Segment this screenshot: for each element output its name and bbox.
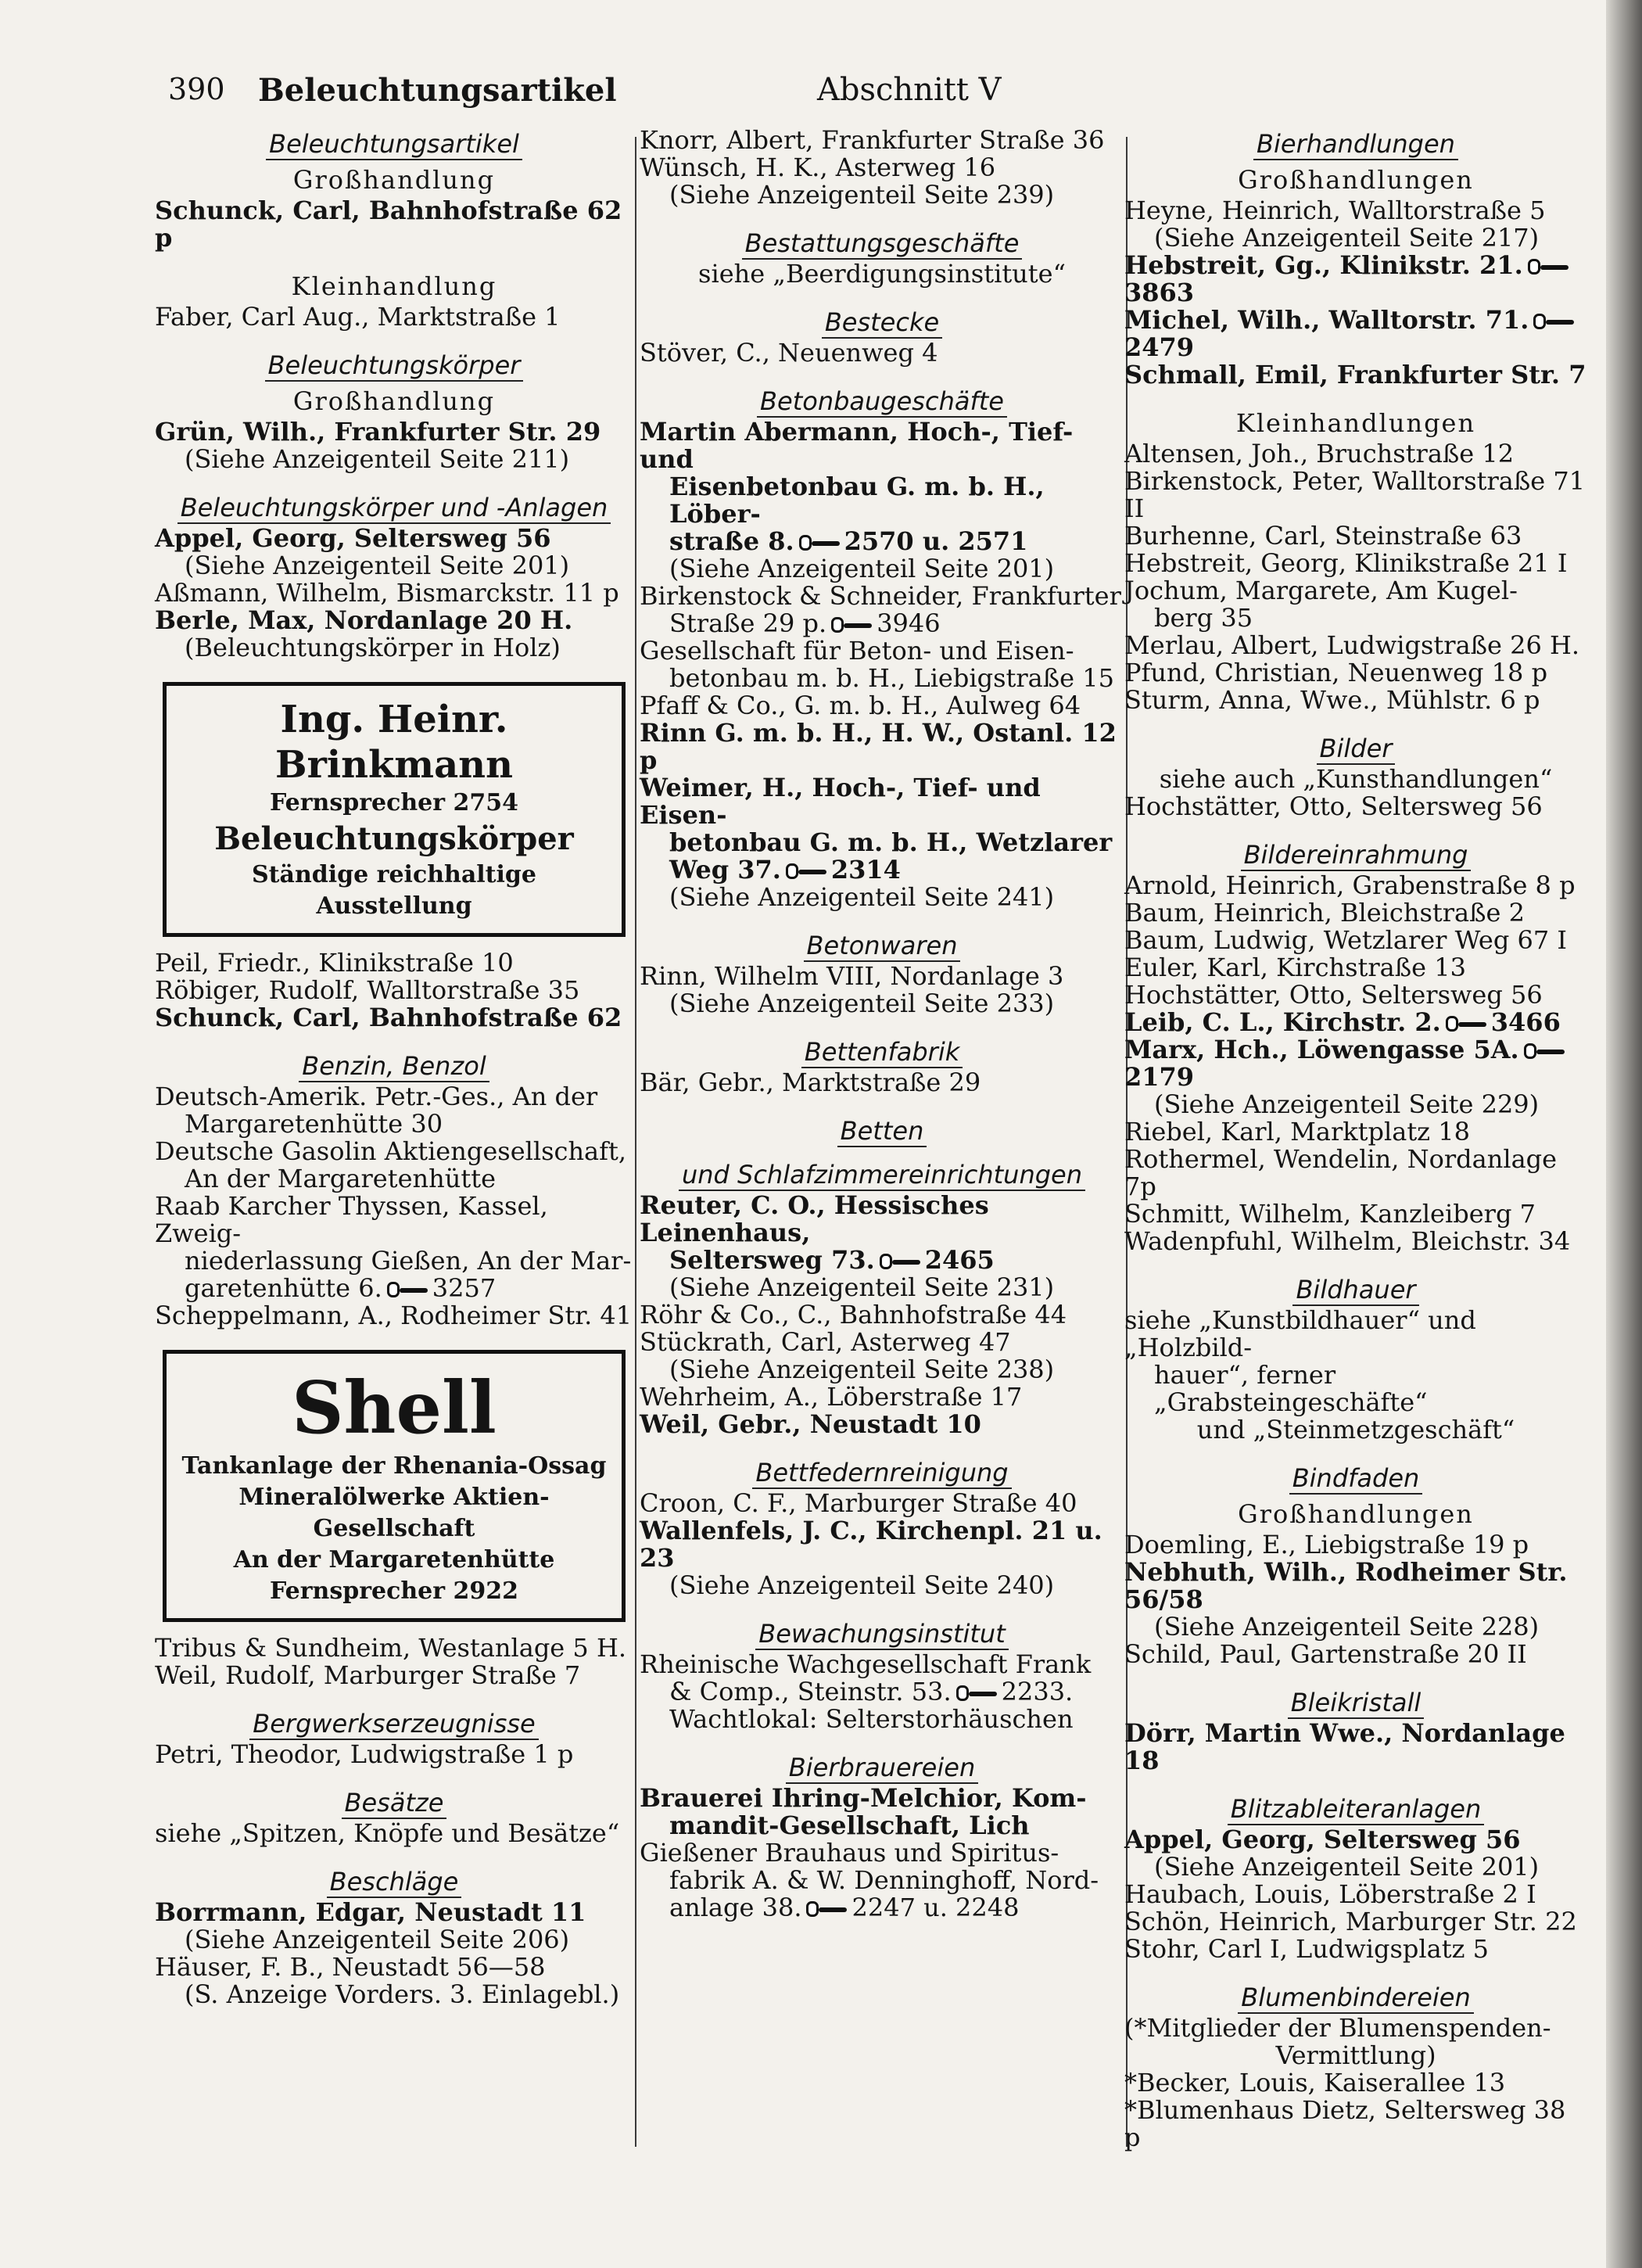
advertisement-brinkmann bbox=[163, 682, 626, 937]
section-title: Bettfedernreinigung bbox=[640, 1455, 1124, 1490]
section-bildhauer bbox=[1124, 1272, 1587, 1444]
list-item: (Siehe Anzeigenteil Seite 201) bbox=[669, 554, 1055, 583]
list-item: Weil, Rudolf, Marburger Straße 7 bbox=[155, 1660, 581, 1690]
ad-line: Ständige reichhaltige Ausstellung bbox=[252, 861, 536, 920]
list-item: Eisenbetonbau G. m. b. H., Löber- bbox=[669, 472, 1045, 529]
list-item: Croon, C. F., Marburger Straße 40 bbox=[640, 1488, 1077, 1518]
section-bestattungsgeschaefte bbox=[640, 226, 1124, 288]
list-item: Euler, Karl, Kirchstraße 13 bbox=[1124, 953, 1466, 982]
section-title: Beleuchtungskörper und -Anlagen bbox=[155, 490, 633, 525]
list-item: berg 35 bbox=[1154, 603, 1253, 633]
list-item: Stohr, Carl I, Ludwigsplatz 5 bbox=[1124, 1934, 1489, 1964]
list-item: straße 8. 2570 u. 2571 bbox=[669, 526, 1028, 556]
list-item: Rothermel, Wendelin, Nordanlage 7p bbox=[1124, 1144, 1558, 1201]
subheading: Kleinhandlung bbox=[291, 271, 497, 301]
list-item: Weg 37. 2314 bbox=[669, 855, 901, 885]
telephone-icon bbox=[831, 620, 872, 631]
ad-line: Fernsprecher 2754 bbox=[269, 789, 519, 816]
list-item: Schunck, Carl, Bahnhofstraße 62 p bbox=[155, 196, 622, 253]
list-item: Merlau, Albert, Ludwigstraße 26 H. bbox=[1124, 630, 1580, 660]
telephone-icon bbox=[806, 1904, 847, 1915]
section-bilder bbox=[1124, 731, 1587, 820]
section-title: Betonwaren bbox=[640, 928, 1124, 963]
list-item: Raab Karcher Thyssen, Kassel, Zweig- bbox=[155, 1191, 548, 1248]
ad-line: Ing. Heinr. Brinkmann bbox=[275, 698, 513, 787]
section-title: Benzin, Benzol bbox=[155, 1049, 633, 1083]
list-item: Tribus & Sundheim, Westanlage 5 H. bbox=[155, 1633, 627, 1663]
subheading: Großhandlungen bbox=[1238, 165, 1474, 195]
section-title: Bilder bbox=[1124, 731, 1587, 766]
telephone-icon bbox=[880, 1257, 920, 1268]
list-item: (Siehe Anzeigenteil Seite 217) bbox=[1154, 223, 1540, 253]
column-3 bbox=[1124, 127, 1587, 2151]
list-item: Martin Abermann, Hoch-, Tief- und bbox=[640, 417, 1074, 474]
list-item: Margaretenhütte 30 bbox=[185, 1109, 443, 1139]
list-item: Baum, Heinrich, Bleichstraße 2 bbox=[1124, 898, 1525, 928]
list-item: Wachtlokal: Selterstorhäuschen bbox=[669, 1704, 1074, 1734]
list-item: betonbau G. m. b. H., Wetzlarer bbox=[669, 827, 1113, 857]
list-item: Rinn G. m. b. H., H. W., Ostanl. 12 p bbox=[640, 718, 1117, 775]
list-item: Häuser, F. B., Neustadt 56—58 bbox=[155, 1952, 546, 1982]
section-title: Bierhandlungen bbox=[1124, 127, 1587, 161]
list-item: Schmitt, Wilhelm, Kanzleiberg 7 bbox=[1124, 1199, 1536, 1229]
telephone-icon bbox=[1524, 1046, 1565, 1057]
list-item: betonbau m. b. H., Liebigstraße 15 bbox=[669, 663, 1114, 693]
list-item: siehe auch „Kunsthandlungen“ bbox=[1159, 764, 1553, 794]
section-label: Abschnitt V bbox=[817, 72, 1002, 108]
section-benzin-benzol bbox=[155, 1049, 633, 1689]
section-title: Beleuchtungsartikel bbox=[155, 127, 633, 161]
list-item: Jochum, Margarete, Am Kugel- bbox=[1124, 576, 1518, 605]
list-item: Appel, Georg, Seltersweg 56 bbox=[155, 523, 551, 553]
running-title: Beleuchtungsartikel bbox=[258, 72, 617, 109]
section-continued bbox=[640, 127, 1124, 209]
list-item: *Becker, Louis, Kaiserallee 13 bbox=[1124, 2068, 1506, 2098]
list-item: (Siehe Anzeigenteil Seite 239) bbox=[669, 180, 1055, 210]
telephone-icon bbox=[1533, 317, 1574, 328]
section-betonwaren bbox=[640, 928, 1124, 1017]
list-item: siehe „Kunstbildhauer“ und „Holzbild- bbox=[1124, 1305, 1476, 1362]
telephone-icon bbox=[786, 867, 826, 877]
list-item: Riebel, Karl, Marktplatz 18 bbox=[1124, 1117, 1470, 1147]
list-item: (Siehe Anzeigenteil Seite 229) bbox=[1154, 1089, 1540, 1119]
section-bewachungsinstitut bbox=[640, 1617, 1124, 1733]
list-item: Birkenstock & Schneider, Frankfurter bbox=[640, 581, 1121, 611]
list-item: Weil, Gebr., Neustadt 10 bbox=[640, 1409, 981, 1439]
section-title: Betten bbox=[640, 1114, 1124, 1148]
list-item: Borrmann, Edgar, Neustadt 11 bbox=[155, 1897, 586, 1927]
list-item: *Blumenhaus Dietz, Seltersweg 38 p bbox=[1124, 2095, 1566, 2152]
list-item: Gießener Brauhaus und Spiritus- bbox=[640, 1838, 1059, 1868]
section-beleuchtungsartikel bbox=[155, 127, 633, 331]
list-item: Schunck, Carl, Bahnhofstraße 62 bbox=[155, 1003, 622, 1032]
list-item: anlage 38. 2247 u. 2248 bbox=[669, 1893, 1020, 1922]
list-item: Hochstätter, Otto, Seltersweg 56 bbox=[1124, 791, 1543, 821]
list-item: Hebstreit, Gg., Klinikstr. 21.3863 bbox=[1124, 252, 1587, 307]
page-number: 390 bbox=[168, 72, 225, 106]
list-item: Scheppelmann, A., Rodheimer Str. 41 bbox=[155, 1301, 633, 1330]
list-item: Berle, Max, Nordanlage 20 H. bbox=[155, 605, 573, 635]
ad-line: Fernsprecher 2922 bbox=[269, 1577, 519, 1605]
list-item: Wünsch, H. K., Asterweg 16 bbox=[640, 153, 996, 182]
list-item: Marx, Hch., Löwengasse 5A.2179 bbox=[1124, 1036, 1587, 1091]
advertisement-shell bbox=[163, 1350, 626, 1622]
list-item: Wallenfels, J. C., Kirchenpl. 21 u. 23 bbox=[640, 1516, 1102, 1573]
section-title: Blitzableiteranlagen bbox=[1124, 1792, 1587, 1826]
list-item: Burhenne, Carl, Steinstraße 63 bbox=[1124, 521, 1522, 551]
list-item: Brauerei Ihring-Melchior, Kom- bbox=[640, 1783, 1087, 1813]
section-besaetze bbox=[155, 1785, 633, 1847]
list-item: Wadenpfuhl, Wilhelm, Bleichstr. 34 bbox=[1124, 1226, 1571, 1256]
list-item: (*Mitglieder der Blumenspenden- bbox=[1124, 2013, 1551, 2043]
list-item: Hebstreit, Georg, Klinikstraße 21 I bbox=[1124, 548, 1568, 578]
section-beleuchtungskoerper bbox=[155, 348, 633, 473]
section-blumenbindereien bbox=[1124, 1980, 1587, 2151]
list-item: Schild, Paul, Gartenstraße 20 II bbox=[1124, 1639, 1527, 1669]
section-bildereinrahmung bbox=[1124, 838, 1587, 1255]
list-item: Heyne, Heinrich, Walltorstraße 5 bbox=[1124, 196, 1546, 225]
list-item: (Beleuchtungskörper in Holz) bbox=[185, 633, 561, 662]
list-item: (Siehe Anzeigenteil Seite 241) bbox=[669, 882, 1055, 912]
list-item: (Siehe Anzeigenteil Seite 206) bbox=[185, 1925, 570, 1954]
list-item: Baum, Ludwig, Wetzlarer Weg 67 I bbox=[1124, 925, 1568, 955]
list-item: Röbiger, Rudolf, Walltorstraße 35 bbox=[155, 975, 580, 1005]
ad-line: Mineralölwerke Aktien-Gesellschaft bbox=[238, 1484, 550, 1542]
section-bestecke bbox=[640, 305, 1124, 367]
list-item: Schön, Heinrich, Marburger Str. 22 bbox=[1124, 1907, 1577, 1936]
list-item: hauer“, ferner „Grabsteingeschäfte“ bbox=[1154, 1360, 1428, 1417]
section-title: Bleikristall bbox=[1124, 1685, 1587, 1720]
list-item: fabrik A. & W. Denninghoff, Nord- bbox=[669, 1865, 1099, 1895]
list-item: Vermittlung) bbox=[1275, 2040, 1436, 2070]
section-title: Bildereinrahmung bbox=[1124, 838, 1587, 872]
list-item: Stöver, C., Neuenweg 4 bbox=[640, 338, 938, 368]
list-item: niederlassung Gießen, An der Mar- bbox=[185, 1246, 632, 1276]
list-item: & Comp., Steinstr. 53. 2233. bbox=[669, 1677, 1074, 1706]
list-item: Faber, Carl Aug., Marktstraße 1 bbox=[155, 302, 561, 332]
column-2 bbox=[640, 127, 1124, 1922]
list-item: Stückrath, Carl, Asterweg 47 bbox=[640, 1327, 1011, 1357]
section-title: Besätze bbox=[155, 1785, 633, 1820]
list-item: Seltersweg 73. 2465 bbox=[669, 1245, 995, 1275]
list-item: Dörr, Martin Wwe., Nordanlage 18 bbox=[1124, 1718, 1565, 1775]
list-item: Leib, C. L., Kirchstr. 2. 3466 bbox=[1124, 1007, 1561, 1037]
list-item: Petri, Theodor, Ludwigstraße 1 p bbox=[155, 1739, 574, 1769]
ad-line: Beleuchtungskörper bbox=[214, 820, 574, 857]
list-item: Nebhuth, Wilh., Rodheimer Str. 56/58 bbox=[1124, 1557, 1568, 1614]
list-item: Deutsch-Amerik. Petr.-Ges., An der bbox=[155, 1082, 598, 1111]
telephone-icon bbox=[387, 1285, 428, 1296]
list-item: Röhr & Co., C., Bahnhofstraße 44 bbox=[640, 1300, 1067, 1330]
list-item: Weimer, H., Hoch-, Tief- und Eisen- bbox=[640, 773, 1041, 830]
list-item: (Siehe Anzeigenteil Seite 233) bbox=[669, 989, 1055, 1018]
section-title-line2: und Schlafzimmereinrichtungen bbox=[640, 1157, 1124, 1192]
list-item: Haubach, Louis, Löberstraße 2 I bbox=[1124, 1879, 1536, 1909]
telephone-icon bbox=[799, 538, 840, 549]
list-item: Knorr, Albert, Frankfurter Straße 36 bbox=[640, 125, 1105, 155]
section-bettfedernreinigung bbox=[640, 1455, 1124, 1599]
ad-line: An der Margaretenhütte bbox=[233, 1546, 555, 1574]
list-item: siehe „Beerdigungsinstitute“ bbox=[698, 259, 1066, 289]
section-title: Betonbaugeschäfte bbox=[640, 384, 1124, 418]
list-item: (Siehe Anzeigenteil Seite 238) bbox=[669, 1355, 1055, 1384]
section-betten bbox=[640, 1114, 1124, 1438]
list-item: (Siehe Anzeigenteil Seite 231) bbox=[669, 1272, 1055, 1302]
list-item: Sturm, Anna, Wwe., Mühlstr. 6 p bbox=[1124, 685, 1540, 715]
list-item: Grün, Wilh., Frankfurter Str. 29 bbox=[155, 417, 601, 447]
list-item: (Siehe Anzeigenteil Seite 240) bbox=[669, 1570, 1055, 1600]
section-beleuchtungskoerper-anlagen bbox=[155, 490, 633, 1032]
subheading: Kleinhandlungen bbox=[1235, 408, 1476, 438]
section-title: Bergwerkserzeugnisse bbox=[155, 1706, 633, 1741]
section-title: Beschläge bbox=[155, 1864, 633, 1899]
list-item: Hochstätter, Otto, Seltersweg 56 bbox=[1124, 980, 1543, 1010]
list-item: Pfaff & Co., G. m. b. H., Aulweg 64 bbox=[640, 691, 1081, 720]
telephone-icon bbox=[1528, 262, 1569, 273]
subheading: Großhandlungen bbox=[1238, 1499, 1474, 1529]
section-title: Bestecke bbox=[640, 305, 1124, 339]
list-item: siehe „Spitzen, Knöpfe und Besätze“ bbox=[155, 1818, 620, 1848]
subheading: Großhandlung bbox=[292, 386, 496, 416]
section-title: Bildhauer bbox=[1124, 1272, 1587, 1307]
list-item: Rinn, Wilhelm VIII, Nordanlage 3 bbox=[640, 961, 1064, 991]
list-item: Schmall, Emil, Frankfurter Str. 7 bbox=[1124, 360, 1586, 389]
section-bierbrauereien bbox=[640, 1750, 1124, 1922]
page-binding-edge bbox=[1606, 0, 1642, 2268]
subheading: Großhandlung bbox=[292, 165, 496, 195]
list-item: Altensen, Joh., Bruchstraße 12 bbox=[1124, 439, 1515, 468]
ad-logo-text: Shell bbox=[292, 1365, 497, 1450]
list-item: Deutsche Gasolin Aktiengesellschaft, bbox=[155, 1136, 626, 1166]
section-beschlaege bbox=[155, 1864, 633, 2008]
column-1 bbox=[155, 127, 633, 2008]
list-item: (Siehe Anzeigenteil Seite 211) bbox=[185, 444, 570, 474]
list-item: Michel, Wilh., Walltorstr. 71.2479 bbox=[1124, 307, 1587, 361]
list-item: mandit-Gesellschaft, Lich bbox=[669, 1810, 1030, 1840]
section-title: Bestattungsgeschäfte bbox=[640, 226, 1124, 260]
section-bierhandlungen bbox=[1124, 127, 1587, 714]
list-item: (Siehe Anzeigenteil Seite 201) bbox=[1154, 1852, 1540, 1882]
list-item: An der Margaretenhütte bbox=[185, 1164, 496, 1193]
section-betonbaugeschaefte bbox=[640, 384, 1124, 911]
list-item: Bär, Gebr., Marktstraße 29 bbox=[640, 1068, 981, 1097]
list-item: (Siehe Anzeigenteil Seite 201) bbox=[185, 551, 570, 580]
section-bettenfabrik bbox=[640, 1035, 1124, 1096]
column-rule-1 bbox=[635, 137, 636, 2147]
section-bindfaden bbox=[1124, 1461, 1587, 1668]
list-item: garetenhütte 6. 3257 bbox=[185, 1273, 497, 1303]
telephone-icon bbox=[956, 1688, 997, 1699]
list-item: Straße 29 p. 3946 bbox=[669, 608, 941, 638]
section-title: Beleuchtungskörper bbox=[155, 348, 633, 382]
list-item: Gesellschaft für Beton- und Eisen- bbox=[640, 636, 1074, 666]
list-item: Peil, Friedr., Klinikstraße 10 bbox=[155, 948, 514, 978]
list-item: (S. Anzeige Vorders. 3. Einlagebl.) bbox=[185, 1979, 620, 2009]
list-item: Appel, Georg, Seltersweg 56 bbox=[1124, 1825, 1521, 1854]
section-title: Blumenbindereien bbox=[1124, 1980, 1587, 2015]
telephone-icon bbox=[1446, 1019, 1486, 1030]
list-item: Arnold, Heinrich, Grabenstraße 8 p bbox=[1124, 870, 1576, 900]
list-item: (Siehe Anzeigenteil Seite 228) bbox=[1154, 1612, 1540, 1642]
list-item: Birkenstock, Peter, Walltorstraße 71 II bbox=[1124, 466, 1586, 523]
list-item: Aßmann, Wilhelm, Bismarckstr. 11 p bbox=[155, 578, 619, 608]
list-item: Pfund, Christian, Neuenweg 18 p bbox=[1124, 658, 1548, 687]
section-title: Bierbrauereien bbox=[640, 1750, 1124, 1785]
page-header bbox=[168, 72, 1576, 119]
list-item: Reuter, C. O., Hessisches Leinenhaus, bbox=[640, 1190, 989, 1247]
list-item: Doemling, E., Liebigstraße 19 p bbox=[1124, 1530, 1529, 1559]
list-item: und „Steinmetzgeschäft“ bbox=[1196, 1415, 1515, 1444]
list-item: Wehrheim, A., Löberstraße 17 bbox=[640, 1382, 1023, 1412]
section-title: Bewachungsinstitut bbox=[640, 1617, 1124, 1651]
section-title: Bettenfabrik bbox=[640, 1035, 1124, 1069]
section-blitzableiteranlagen bbox=[1124, 1792, 1587, 1963]
section-title: Bindfaden bbox=[1124, 1461, 1587, 1495]
section-bergwerkserzeugnisse bbox=[155, 1706, 633, 1768]
list-item: Rheinische Wachgesellschaft Frank bbox=[640, 1649, 1092, 1679]
ad-line: Tankanlage der Rhenania-Ossag bbox=[181, 1452, 607, 1480]
section-bleikristall bbox=[1124, 1685, 1587, 1775]
